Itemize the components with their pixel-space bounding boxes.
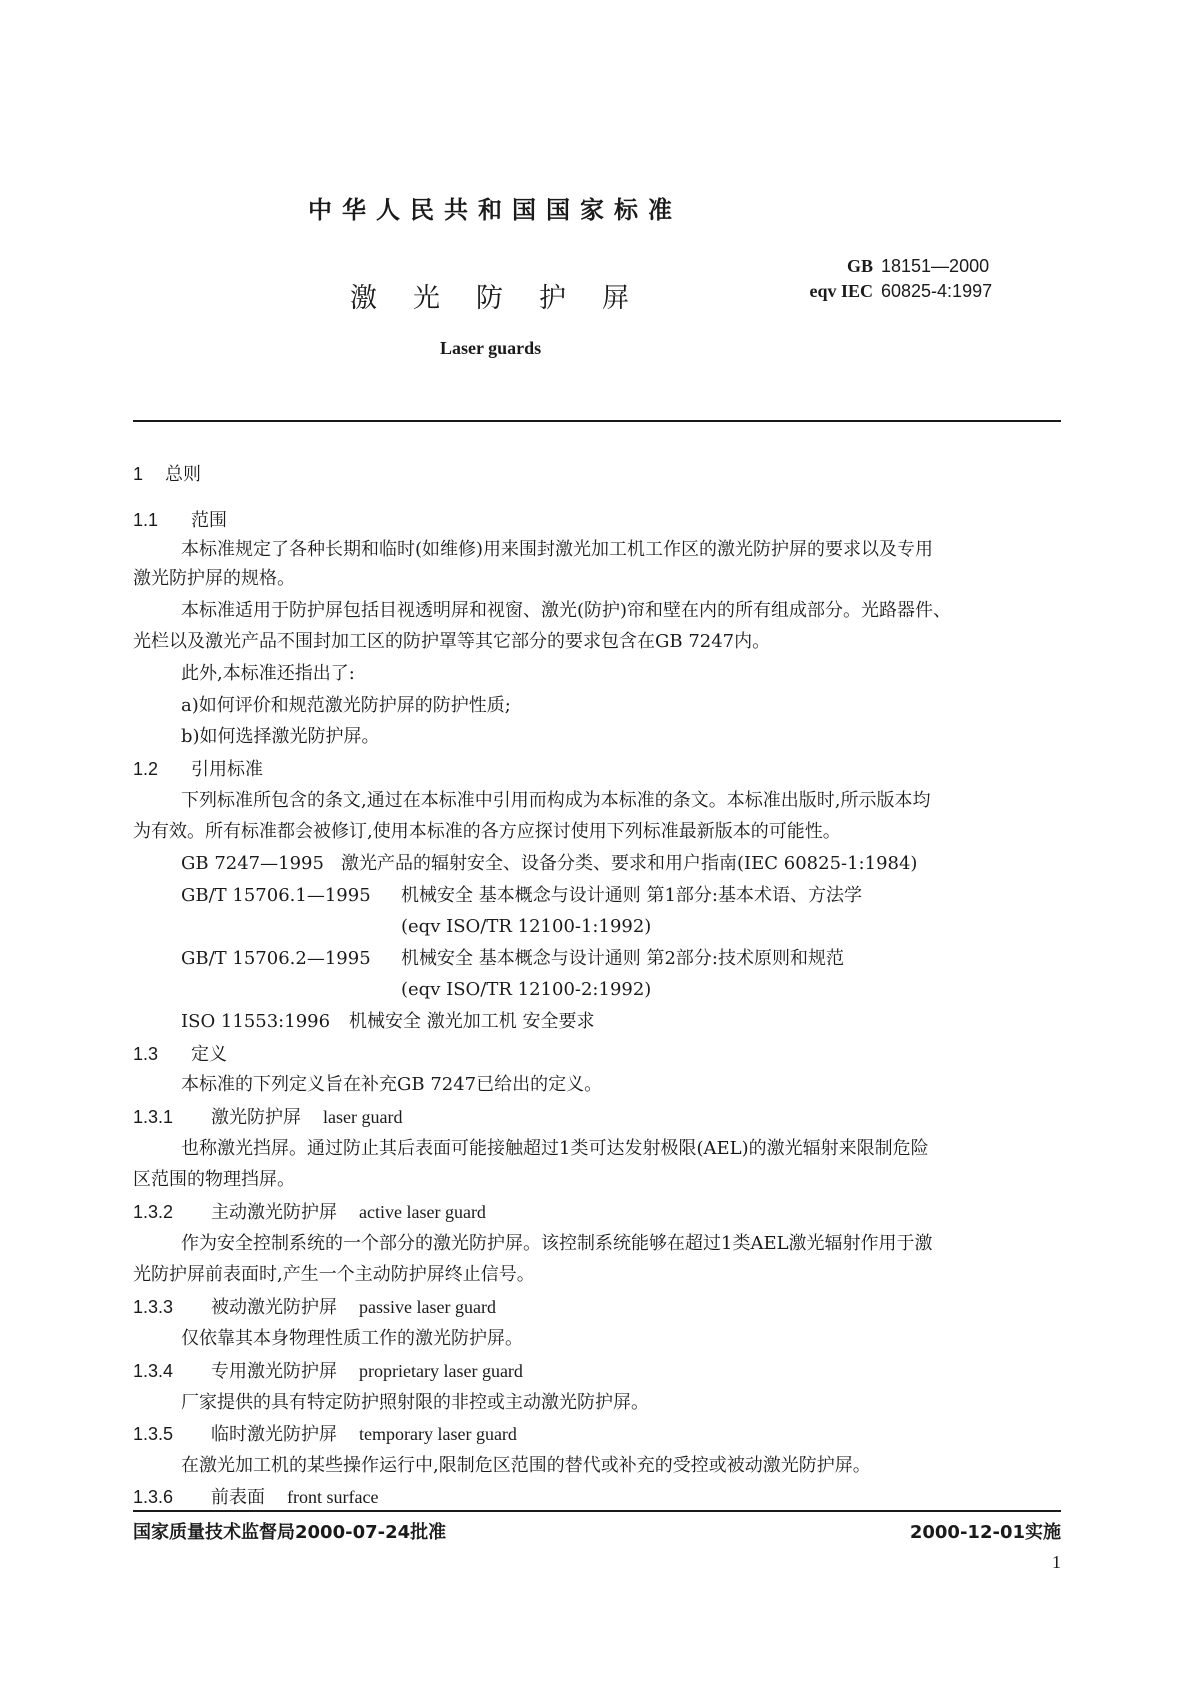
definition-heading <box>133 1105 402 1130</box>
paragraph-line: 光栏以及激光产品不围封加工区的防护罩等其它部分的要求包含在GB 7247内。 <box>133 631 771 652</box>
reference-code: ISO 11553:1996 <box>181 1011 331 1032</box>
definition-term: 专用激光防护屏 <box>211 1361 337 1382</box>
section-number: 1.2 <box>133 759 159 779</box>
standard-code-block <box>797 254 992 304</box>
section-1-2-heading <box>133 757 263 782</box>
section-title: 定义 <box>191 1044 227 1065</box>
definition-term: 主动激光防护屏 <box>211 1202 337 1223</box>
definition-heading <box>133 1359 523 1384</box>
reference-item <box>181 852 917 876</box>
reference-eqv: (eqv ISO/TR 12100-1:1992) <box>401 916 652 937</box>
paragraph-line: 下列标准所包含的条文,通过在本标准中引用而构成为本标准的条文。本标准出版时,所示版本均 <box>181 790 931 811</box>
section-number: 1.3 <box>133 1044 159 1064</box>
definition-number: 1.3.3 <box>133 1297 174 1317</box>
eqv-code: 60825-4:1997 <box>881 281 993 301</box>
std-code-label: GB <box>846 256 873 276</box>
paragraph-line: 本标准的下列定义旨在补充GB 7247已给出的定义。 <box>181 1074 603 1095</box>
definition-term: 被动激光防护屏 <box>211 1297 337 1318</box>
definition-number: 1.3.6 <box>133 1487 174 1507</box>
header-divider <box>133 420 1061 422</box>
definition-number: 1.3.5 <box>133 1424 174 1444</box>
paragraph-line: 也称激光挡屏。通过防止其后表面可能接触超过1类可达发射极限(AEL)的激光辐射来限制危险 <box>181 1138 929 1159</box>
paragraph-line: 为有效。所有标准都会被修订,使用本标准的各方应探讨使用下列标准最新版本的可能性。 <box>133 821 841 842</box>
reference-item <box>181 947 844 971</box>
standard-org-title: 中华人民共和国国家标准 <box>308 196 682 224</box>
reference-item <box>181 884 862 908</box>
definition-term: 激光防护屏 <box>211 1107 301 1128</box>
paragraph-line: 光防护屏前表面时,产生一个主动防护屏终止信号。 <box>133 1264 535 1285</box>
eqv-label: eqv IEC <box>809 281 873 301</box>
reference-text: 机械安全 激光加工机 安全要求 <box>349 1011 595 1032</box>
definition-heading <box>133 1422 517 1447</box>
reference-text: 机械安全 基本概念与设计通则 第1部分:基本术语、方法学 <box>401 885 862 906</box>
section-1-1-heading <box>133 508 227 533</box>
paragraph-line: 在激光加工机的某些操作运行中,限制危区范围的替代或补充的受控或被动激光防护屏。 <box>181 1455 871 1476</box>
definition-number: 1.3.1 <box>133 1107 174 1127</box>
reference-code: GB/T 15706.1—1995 <box>181 885 371 906</box>
definition-term-en: laser guard <box>323 1107 403 1127</box>
reference-code: GB/T 15706.2—1995 <box>181 948 371 969</box>
reference-eqv: (eqv ISO/TR 12100-2:1992) <box>401 979 652 1000</box>
std-code: 18151—2000 <box>881 256 990 276</box>
paragraph-line: 本标准规定了各种长期和临时(如维修)用来围封激光加工机工作区的激光防护屏的要求以及专用 <box>181 539 934 560</box>
footer-divider <box>133 1510 1061 1512</box>
page-number: 1 <box>1052 1552 1061 1572</box>
definition-term-en: front surface <box>287 1487 379 1507</box>
definition-heading <box>133 1295 496 1320</box>
reference-item <box>181 1010 594 1034</box>
definition-heading <box>133 1200 486 1225</box>
section-1-3-heading <box>133 1042 227 1067</box>
definition-term-en: proprietary laser guard <box>359 1361 523 1381</box>
paragraph-line: 激光防护屏的规格。 <box>133 568 295 589</box>
list-item: a)如何评价和规范激光防护屏的防护性质; <box>181 695 511 716</box>
paragraph-line: 本标准适用于防护屏包括目视透明屏和视窗、激光(防护)帘和壁在内的所有组成部分。光路器件、 <box>181 600 952 621</box>
definition-heading <box>133 1485 378 1510</box>
section-1-heading <box>133 462 201 487</box>
paragraph-line: 此外,本标准还指出了: <box>181 663 355 684</box>
document-title: 激光防护屏 <box>350 283 665 314</box>
definition-number: 1.3.2 <box>133 1202 174 1222</box>
paragraph-line: 区范围的物理挡屏。 <box>133 1169 295 1190</box>
reference-text: 机械安全 基本概念与设计通则 第2部分:技术原则和规范 <box>401 948 844 969</box>
reference-code: GB 7247—1995 <box>181 853 324 874</box>
section-title: 总则 <box>165 464 201 485</box>
section-title: 引用标准 <box>191 759 263 780</box>
section-number: 1.1 <box>133 510 159 530</box>
definition-term: 前表面 <box>211 1487 265 1508</box>
definition-term: 临时激光防护屏 <box>211 1424 337 1445</box>
paragraph-line: 仅依靠其本身物理性质工作的激光防护屏。 <box>181 1328 523 1349</box>
definition-number: 1.3.4 <box>133 1361 174 1381</box>
list-item: b)如何选择激光防护屏。 <box>181 726 380 747</box>
paragraph-line: 作为安全控制系统的一个部分的激光防护屏。该控制系统能够在超过1类AEL激光辐射作用于激 <box>181 1233 933 1254</box>
section-number: 1 <box>133 464 144 484</box>
effective-date: 2000-12-01实施 <box>909 1522 1061 1543</box>
reference-text: 激光产品的辐射安全、设备分类、要求和用户指南(IEC 60825-1:1984) <box>341 853 918 874</box>
section-title: 范围 <box>191 510 227 531</box>
definition-term-en: temporary laser guard <box>359 1424 517 1444</box>
approval-note: 国家质量技术监督局2000-07-24批准 <box>133 1522 447 1543</box>
definition-term-en: active laser guard <box>359 1202 486 1222</box>
definition-term-en: passive laser guard <box>359 1297 496 1317</box>
paragraph-line: 厂家提供的具有特定防护照射限的非控或主动激光防护屏。 <box>181 1392 649 1413</box>
document-title-en: Laser guards <box>440 338 542 358</box>
